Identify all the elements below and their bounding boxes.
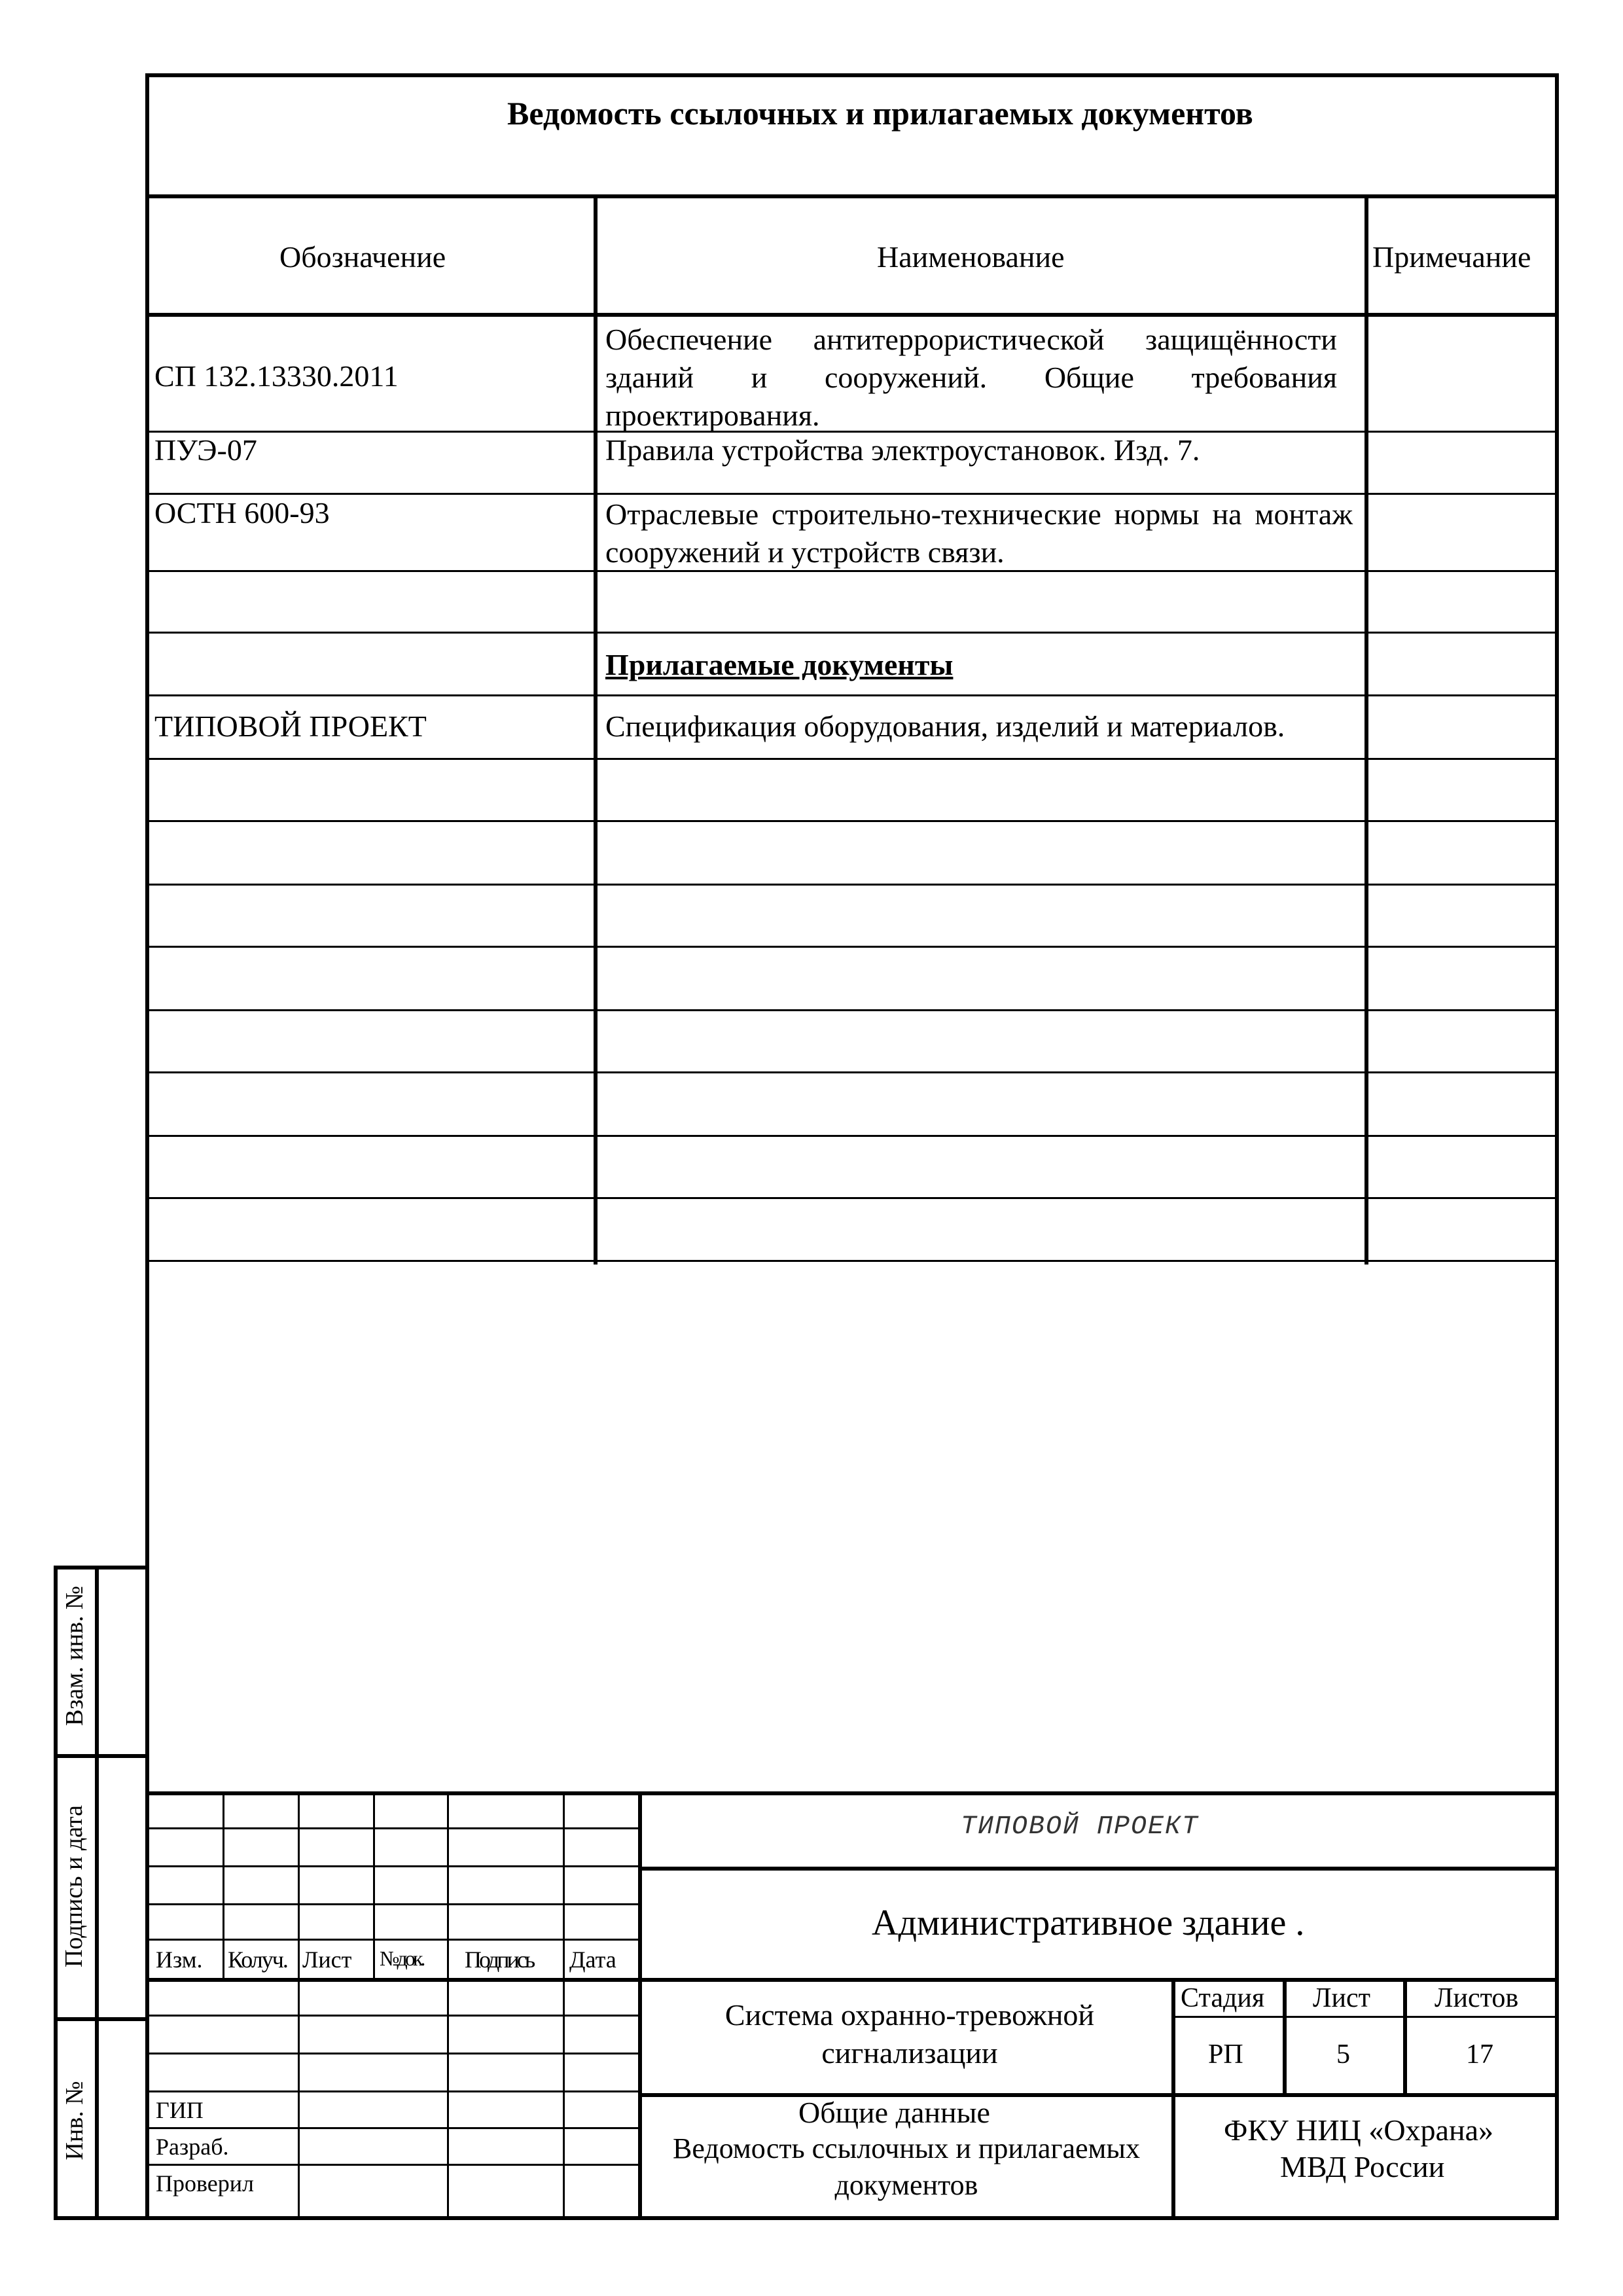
row-3-designation: ОСТН 600-93: [154, 496, 330, 529]
row-line: [145, 758, 1559, 760]
role-proveril: Проверил: [156, 2170, 254, 2197]
row-line: [145, 493, 1559, 495]
role-razrab: Разраб.: [156, 2134, 229, 2160]
stamp-main-divider: [638, 1791, 642, 2220]
side-stamp-line: [54, 2017, 145, 2021]
stamp-grid-line: [145, 2164, 638, 2166]
row-line: [145, 1197, 1559, 1199]
stamp-grid-line: [563, 1791, 565, 2220]
role-gip: ГИП: [156, 2097, 204, 2123]
organization-line2: МВД России: [1280, 2150, 1445, 2183]
stamp-grid-line: [145, 2053, 638, 2054]
organization-line1: ФКУ НИЦ «Охрана»: [1224, 2113, 1494, 2147]
col-data-label: Дата: [569, 1946, 616, 1973]
stamp-grid-line: [373, 1791, 375, 1978]
row-line: [145, 1009, 1559, 1011]
sheet-title-line1: Общие данные: [798, 2096, 990, 2129]
object-name: Административное здание .: [872, 1903, 1305, 1943]
col-podpis-label: Подпись: [465, 1946, 533, 1973]
stamp-grid-line: [298, 1791, 300, 2220]
row-1-name: Обеспечение антитеррористической защищённости зданий и сооружений. Общие требования проектирования.: [605, 323, 1337, 432]
column-header-name: Наименование: [877, 240, 1065, 274]
stamp-line: [145, 1978, 1559, 1982]
header-bottom-line: [145, 313, 1559, 317]
header-top-line: [145, 194, 1559, 198]
stamp-divider: [1171, 1978, 1175, 2220]
sheets-label: Листов: [1435, 1983, 1519, 2013]
row-line: [145, 946, 1559, 948]
stamp-divider: [1403, 1978, 1407, 2093]
row-6-designation: ТИПОВОЙ ПРОЕКТ: [154, 709, 427, 743]
stamp-grid-line: [223, 1791, 224, 1978]
column-divider-1: [594, 194, 597, 1265]
sheet-value: 5: [1336, 2039, 1350, 2070]
col-ndok-label: №док.: [380, 1946, 423, 1970]
column-header-designation: Обозначение: [279, 240, 446, 274]
row-line: [145, 632, 1559, 634]
stamp-grid-line: [145, 1903, 638, 1905]
system-name: Система охранно-тревожной сигнализации: [724, 1998, 1095, 2070]
sheets-value: 17: [1466, 2039, 1493, 2070]
project-code: ТИПОВОЙ ПРОЕКТ: [961, 1812, 1200, 1842]
stamp-grid-line: [145, 1827, 638, 1829]
col-koluch-label: Колуч.: [228, 1946, 287, 1973]
stamp-grid-line: [145, 1865, 638, 1867]
column-divider-2: [1364, 194, 1368, 1265]
row-line: [145, 820, 1559, 822]
stamp-divider: [1283, 1978, 1287, 2093]
col-list-label: Лист: [302, 1946, 352, 1973]
col-izm-label: Изм.: [156, 1946, 203, 1973]
row-2-name: Правила устройства электроустановок. Изд. 7.: [605, 433, 1200, 467]
stamp-grid-line: [447, 1791, 449, 2220]
stage-label: Стадия: [1181, 1983, 1265, 2013]
side-stamp-divider: [95, 1566, 99, 2220]
stamp-grid-line: [145, 2127, 638, 2129]
podpis-data-label: Подпись и дата: [60, 1804, 88, 1968]
stamp-line: [1171, 2016, 1559, 2018]
stamp-grid-line: [145, 2015, 638, 2017]
stage-value: РП: [1208, 2039, 1243, 2070]
document-title: Ведомость ссылочных и прилагаемых документов: [507, 95, 1253, 132]
side-stamp-line: [54, 1754, 145, 1758]
column-header-note: Примечание: [1372, 240, 1531, 274]
row-6-name: Спецификация оборудования, изделий и материалов.: [605, 709, 1285, 743]
row-3-name: Отраслевые строительно-технические нормы на монтаж сооружений и устройств связи.: [605, 497, 1353, 569]
vzam-inv-label: Взам. инв. №: [61, 1585, 88, 1726]
stamp-line: [638, 2093, 1559, 2097]
row-1-designation: СП 132.13330.2011: [154, 359, 399, 393]
row-line: [145, 1135, 1559, 1137]
row-line: [145, 884, 1559, 886]
stamp-top-line: [145, 1791, 1559, 1795]
sheet-label: Лист: [1313, 1983, 1370, 2013]
row-line: [145, 694, 1559, 696]
row-2-designation: ПУЭ-07: [154, 433, 257, 467]
sheet-title-line2: Ведомость ссылочных и прилагаемых документов: [673, 2132, 1140, 2201]
stamp-grid-line: [145, 1939, 638, 1941]
stamp-grid-line: [145, 2090, 638, 2092]
attached-documents-heading: Прилагаемые документы: [605, 648, 954, 681]
row-line: [145, 1071, 1559, 1073]
inv-no-label: Инв. №: [61, 2081, 88, 2161]
row-line: [145, 1260, 1559, 1262]
stamp-line: [638, 1867, 1559, 1871]
